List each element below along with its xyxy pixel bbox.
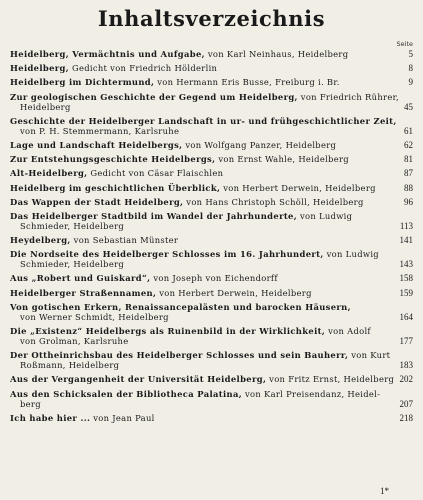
toc-entry[interactable]: Lage und Landschaft Heidelbergs, von Wolfgang Panzer, Heidelberg 62 (10, 139, 413, 150)
signature-mark: 1* (380, 486, 389, 496)
page-number: 87 (401, 168, 413, 178)
page-number: 88 (401, 183, 413, 193)
page-number: 113 (397, 221, 413, 231)
page-number: 164 (397, 312, 414, 322)
page-number: 81 (401, 154, 413, 164)
page-number: 61 (401, 126, 413, 136)
page-number: 218 (397, 413, 414, 423)
page-number: 9 (406, 77, 414, 87)
toc-entry[interactable]: Heidelberg im geschichtlichen Überblick, von Herbert Derwein, Heidelberg 88 (10, 182, 413, 193)
page-number: 8 (406, 63, 414, 73)
toc-entry[interactable]: Die Nordseite des Heidelberger Schlosses im 16. Jahrhundert, von Ludwig Schmieder, Heidelberg 143 (10, 249, 413, 270)
toc-entry[interactable]: Heydelberg, von Sebastian Münster 141 (10, 235, 413, 246)
toc-entry[interactable]: Heidelberg, Vermächtnis und Aufgabe, von Karl Neinhaus, Heidelberg 5 (10, 49, 413, 59)
toc-entry[interactable]: Zur Entstehungsgeschichte Heidelbergs, von Ernst Wahle, Heidelberg 81 (10, 154, 413, 165)
toc-entry[interactable]: Zur geologischen Geschichte der Gegend um Heidelberg, von Friedrich Rührer, Heidelberg 45 (10, 91, 413, 112)
page-number: 62 (401, 140, 413, 150)
toc-entry[interactable]: Die „Existenz“ Heidelbergs als Ruinenbild in der Wirklichkeit, von Adolf von Grolman, Karlsruhe 177 (10, 326, 413, 346)
page-number: 183 (397, 360, 414, 370)
toc-entry[interactable]: Aus den Schicksalen der Bibliotheca Palatina, von Karl Preisendanz, Heidel- berg 207 (10, 388, 413, 409)
page-number: 143 (397, 259, 414, 269)
toc-entry[interactable]: Ich habe hier ... von Jean Paul 218 (10, 412, 413, 423)
page-number: 202 (397, 374, 414, 384)
toc-list (10, 49, 413, 427)
toc-entry[interactable]: Aus der Vergangenheit der Universität Heidelberg, von Fritz Ernst, Heidelberg 202 (10, 374, 413, 385)
page-number: 45 (401, 102, 413, 112)
toc-entry[interactable]: Der Ottheinrichsbau des Heidelberger Schlosses und sein Bauherr, von Kurt Roßmann, Heidelberg 183 (10, 350, 413, 371)
toc-entry[interactable]: Alt-Heidelberg, Gedicht von Cäsar Flaischlen 87 (10, 168, 413, 179)
toc-entry[interactable]: Geschichte der Heidelberger Landschaft in ur- und frühgeschichtlicher Zeit, von P. H. Stemmermann, Karlsruhe 61 (10, 115, 413, 136)
toc-entry[interactable]: Von gotischen Erkern, Renaissancepalästen und barocken Häusern, von Werner Schmidt, Heidelberg 164 (10, 301, 413, 322)
page-title: Inhaltsverzeichnis (97, 6, 326, 31)
page-column-header: Seite (396, 40, 413, 48)
page-number: 207 (397, 399, 414, 409)
page-number: 96 (401, 197, 413, 207)
page-number: 159 (397, 288, 414, 298)
toc-entry[interactable]: Heidelberg im Dichtermund, von Hermann Eris Busse, Freiburg i. Br. 9 (10, 77, 413, 88)
page-number: 158 (397, 273, 414, 283)
page-number: 5 (406, 49, 414, 59)
toc-entry[interactable]: Aus „Robert und Guiskard“, von Joseph von Eichendorff 158 (10, 273, 413, 284)
page-number: 141 (397, 235, 414, 245)
toc-entry[interactable]: Heidelberg, Gedicht von Friedrich Hölderlin 8 (10, 63, 413, 74)
toc-entry[interactable]: Heidelberger Straßennamen, von Herbert Derwein, Heidelberg 159 (10, 287, 413, 298)
toc-entry[interactable]: Das Heidelberger Stadtbild im Wandel der Jahrhunderte, von Ludwig Schmieder, Heidelberg 113 (10, 210, 413, 231)
toc-entry[interactable]: Das Wappen der Stadt Heidelberg, von Hans Christoph Schöll, Heidelberg 96 (10, 196, 413, 207)
page-number: 177 (397, 336, 414, 346)
